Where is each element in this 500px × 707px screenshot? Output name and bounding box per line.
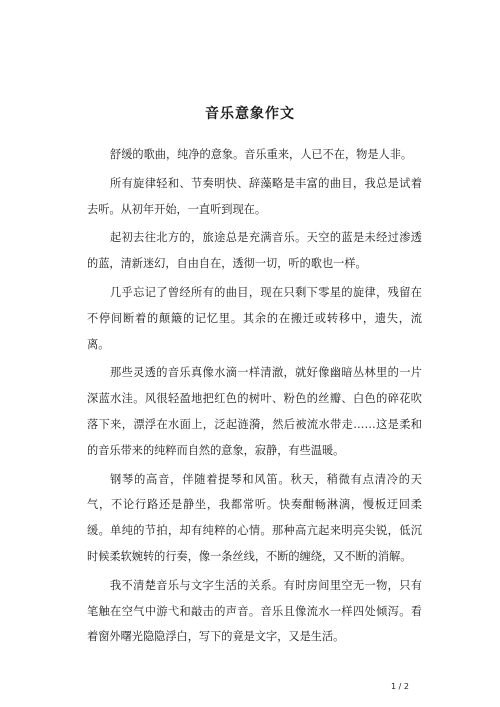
page-number: 1 / 2	[391, 682, 409, 691]
paragraph: 舒缓的歌曲，纯净的意象。音乐重来，人已不在，物是人非。	[110, 148, 413, 161]
paragraph: 所有旋律轻和、节奏明快、辞藻略是丰富的曲目，我总是试着去听。从初年开始，一直听到现在。	[87, 176, 422, 216]
paragraph: 那些灵透的音乐真像水滴一样清澈，就好像幽暗丛林里的一片深蓝水洼。风很轻盈地把红色的树叶、粉色的丝瓣、白色的碎花吹落下来，漂浮在水面上，泛起涟漪，然后被流水带走……这是柔和的音乐带来的纯粹而自然的意象，寂静，有些温暖。	[87, 366, 422, 457]
paragraph: 起初去往北方的，旅途总是充满音乐。天空的蓝是未经过渗透的蓝，清新迷幻，自由自在，透彻一切，听的歌也一样。	[87, 231, 422, 271]
paragraph: 我不清楚音乐与文字生活的关系。有时房间里空无一物，只有笔触在空气中游弋和敲击的声音。音乐且像流水一样四处倾泻。看着窗外曙光隐隐浮白，写下的竟是文字，又是生活。	[87, 578, 422, 644]
paragraph: 钢琴的高音，伴随着提琴和风笛。秋天，稍微有点清冷的天气，不论行路还是静坐，我都常听。快奏酣畅淋漓，慢板迂回柔缓。单纯的节拍，却有纯粹的心情。那种高亢起来明亮尖锐，低沉时候柔软婉转的行奏，像一条丝线，不断的缠绕，又不断的消解。	[87, 472, 422, 563]
document-title: 音乐意象作文	[205, 106, 295, 122]
paragraph: 几乎忘记了曾经所有的曲目，现在只剩下零星的旋律，残留在不停间断着的颠簸的记忆里。其余的在搬迁或转移中，遗失，流离。	[87, 285, 422, 351]
document-body	[87, 142, 422, 653]
